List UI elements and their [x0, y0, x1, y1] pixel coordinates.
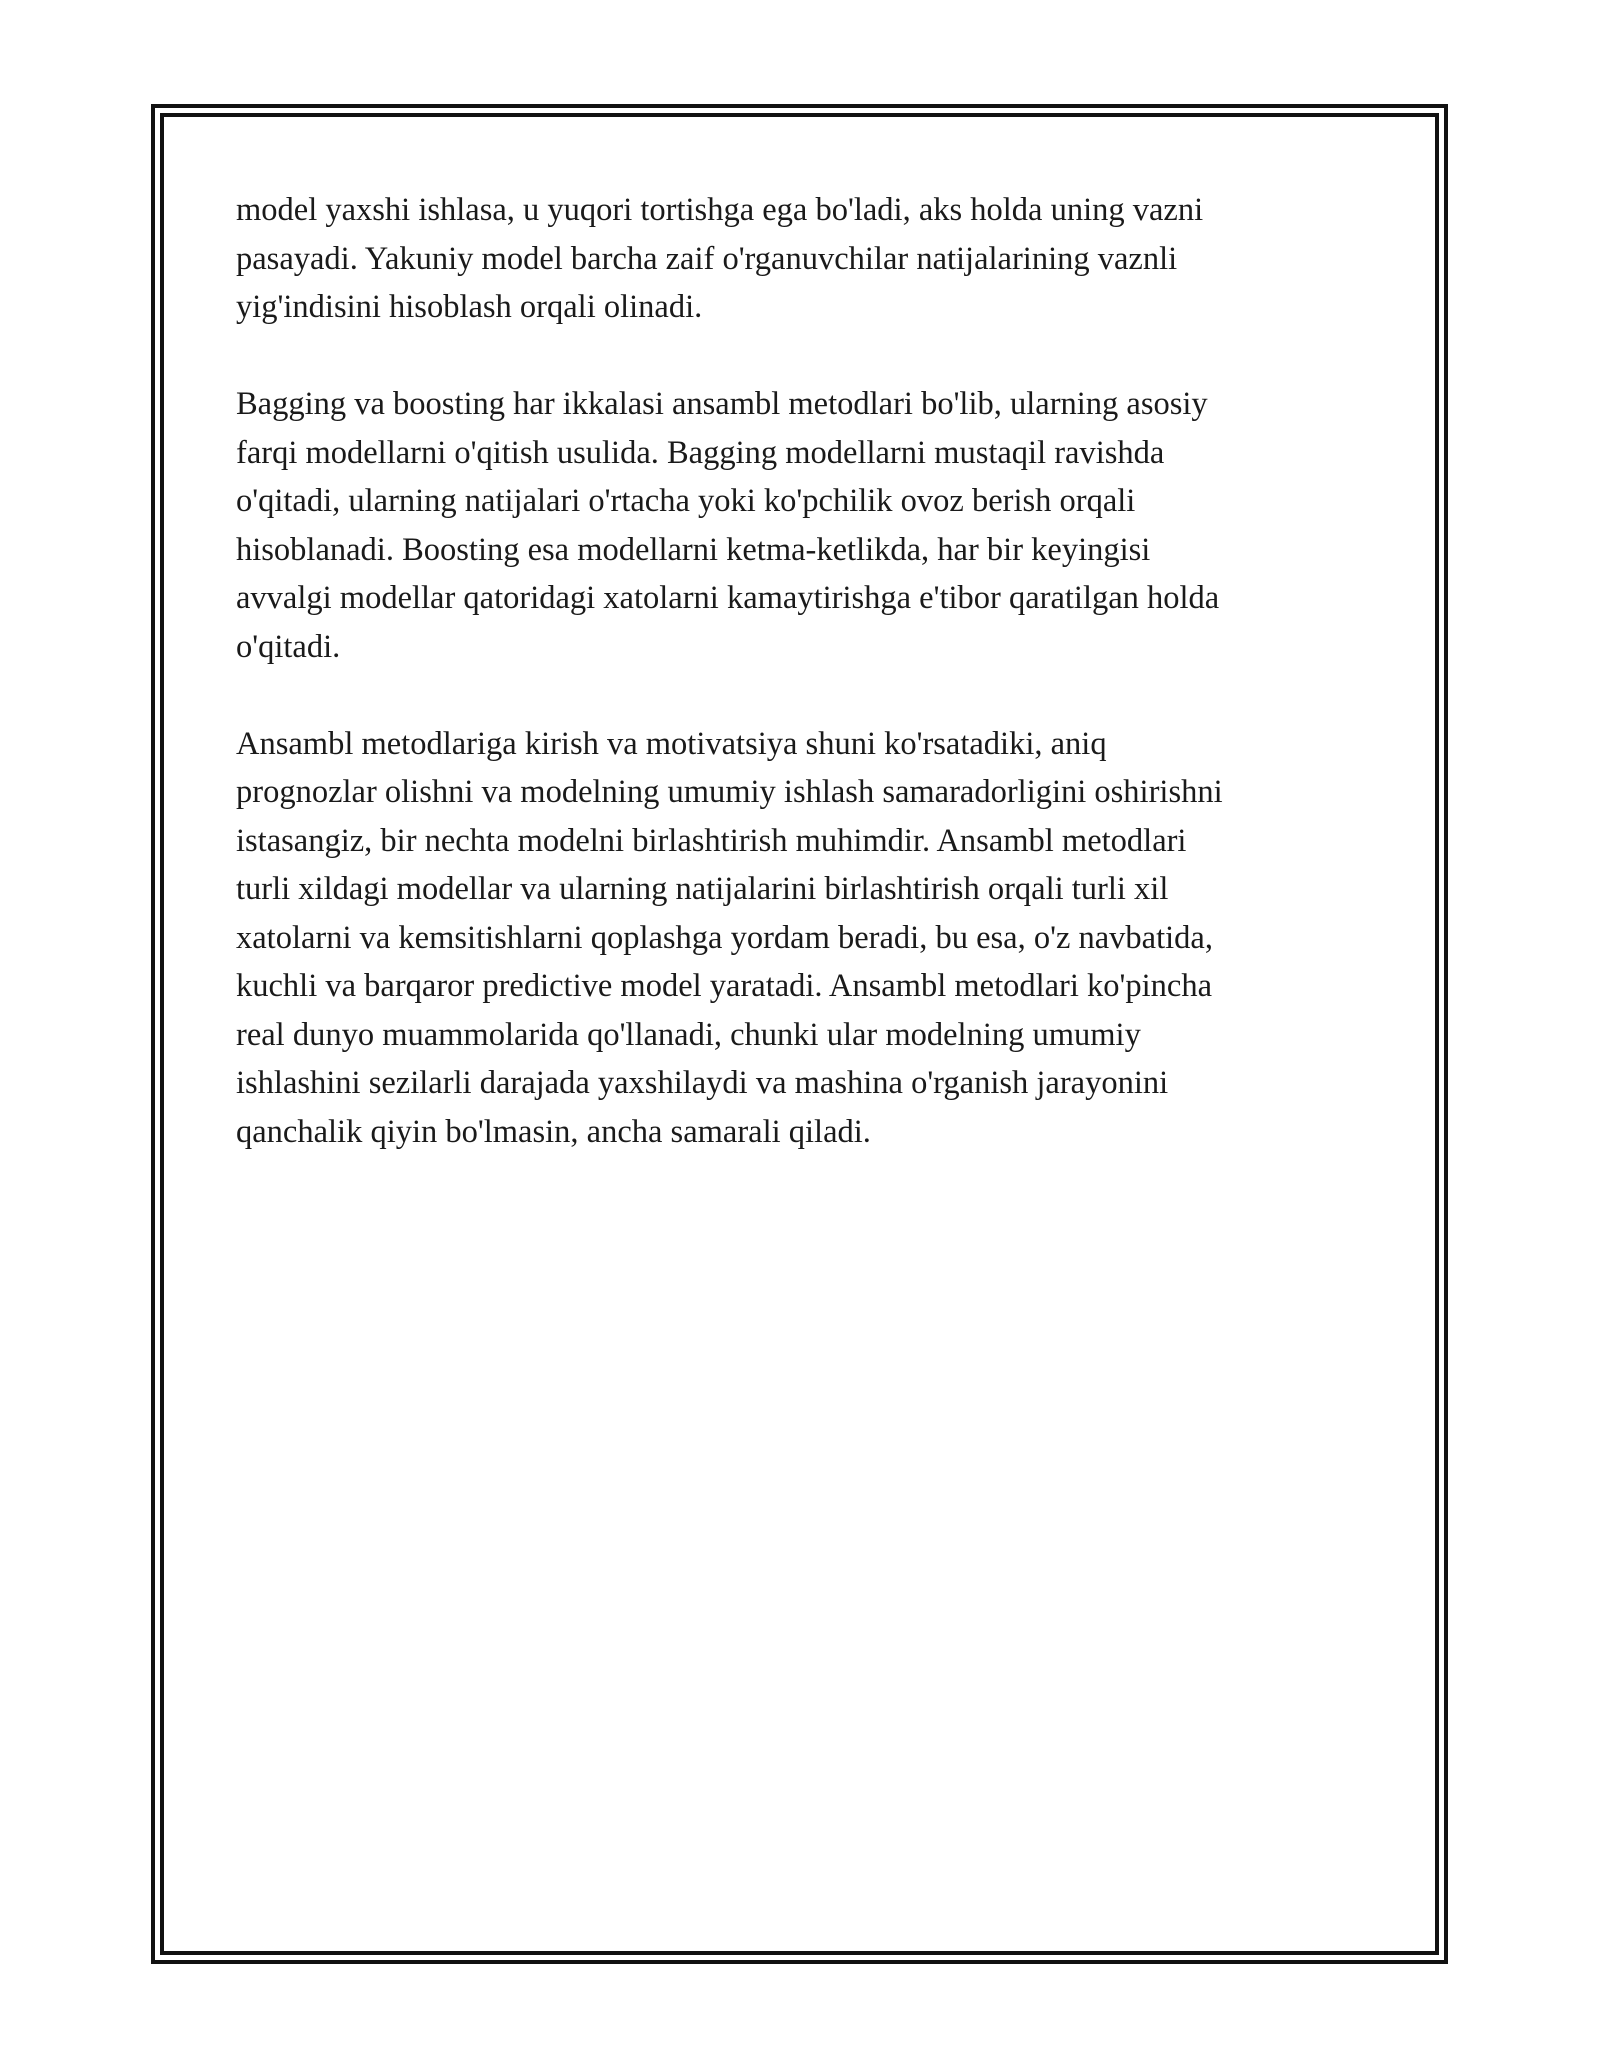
- text-line: ishlashini sezilarli darajada yaxshilaydi va mashina o'rganish jarayonini: [236, 1065, 1169, 1101]
- text-line: pasayadi. Yakuniy model barcha zaif o'rganuvchilar natijalarining vaznli: [236, 240, 1178, 277]
- text-line: Bagging va boosting har ikkalasi ansambl metodlari bo'lib, ularning asosiy: [236, 386, 1208, 422]
- text-line: istasangiz, bir nechta modelni birlashtirish muhimdir. Ansambl metodlari: [236, 822, 1187, 859]
- text-line: avvalgi modellar qatoridagi xatolarni kamaytirishga e'tibor qaratilgan holda: [236, 580, 1220, 616]
- text-line: o'qitadi.: [236, 628, 341, 665]
- text-line: o'qitadi, ularning natijalari o'rtacha yoki ko'pchilik ovoz berish orqali: [236, 483, 1136, 519]
- text-line: prognozlar olishni va modelning umumiy ishlash samaradorligini oshirishni: [236, 774, 1223, 810]
- text-line: hisoblanadi. Boosting esa modellarni ketma-ketlikda, har bir keyingisi: [236, 531, 1151, 568]
- text-line: xatolarni va kemsitishlarni qoplashga yordam beradi, bu esa, o'z navbatida,: [236, 919, 1213, 956]
- text-line: farqi modellarni o'qitish usulida. Bagging modellarni mustaqil ravishda: [236, 434, 1165, 471]
- text-line: kuchli va barqaror predictive model yaratadi. Ansambl metodlari ko'pincha: [236, 968, 1213, 1004]
- text-line: qanchalik qiyin bo'lmasin, ancha samarali qiladi.: [236, 1113, 871, 1150]
- paragraph-3: [236, 720, 1366, 1157]
- paragraph-1: [236, 186, 1366, 332]
- text-line: yig'indisini hisoblash orqali olinadi.: [236, 289, 703, 325]
- paragraph-2: [236, 380, 1366, 671]
- text-line: Ansambl metodlariga kirish va motivatsiya shuni ko'rsatadiki, aniq: [236, 725, 1107, 762]
- text-line: turli xildagi modellar va ularning natijalarini birlashtirish orqali turli xil: [236, 871, 1169, 907]
- text-line: model yaxshi ishlasa, u yuqori tortishga ega bo'ladi, aks holda uning vazni: [236, 192, 1204, 228]
- document-body: [236, 186, 1366, 1205]
- text-line: real dunyo muammolarida qo'llanadi, chunki ular modelning umumiy: [236, 1016, 1141, 1053]
